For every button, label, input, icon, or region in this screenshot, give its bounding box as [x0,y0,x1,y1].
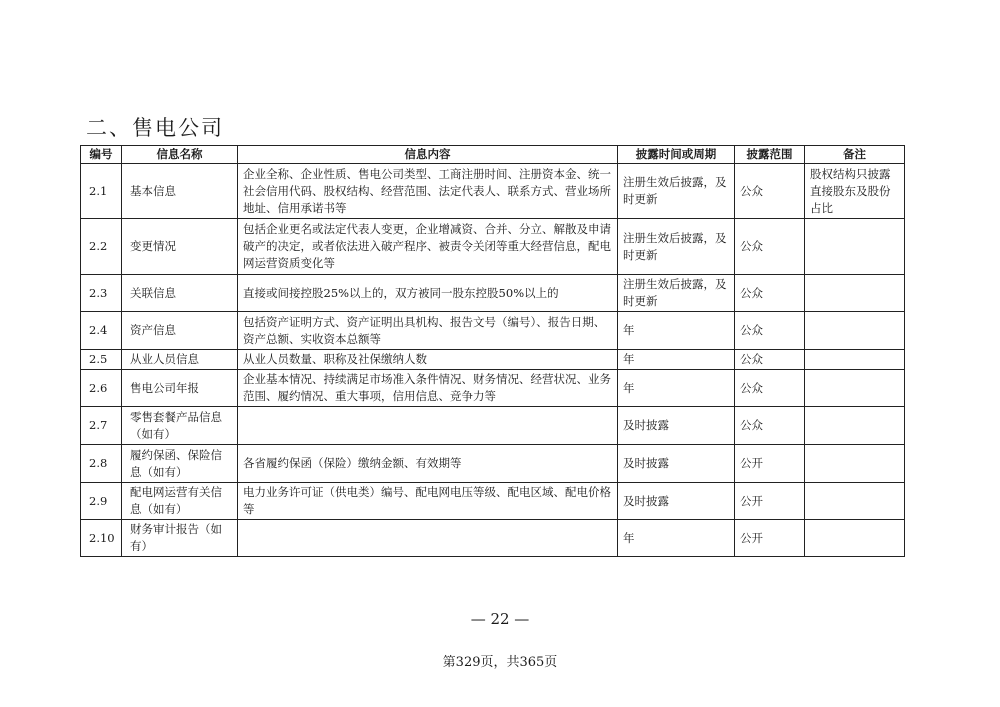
cell-info-name: 基本信息 [122,164,238,219]
cell-info-content [238,520,618,557]
cell-remarks [805,219,905,275]
cell-info-name: 履约保函、保险信息（如有） [122,445,238,483]
cell-disclosure-time: 注册生效后披露，及时更新 [618,275,735,312]
cell-info-name: 资产信息 [122,312,238,350]
cell-number: 2.4 [81,312,122,350]
cell-disclosure-scope: 公开 [735,445,805,483]
table-row [81,520,905,557]
table-row [81,275,905,312]
cell-remarks: 股权结构只披露直接股东及股份占比 [805,164,905,219]
cell-number: 2.9 [81,483,122,520]
page-footer: 第329页，共365页 [442,655,558,670]
table-header-row [81,146,905,164]
cell-number: 2.1 [81,164,122,219]
table-row [81,312,905,350]
cell-info-content: 直接或间接控股25%以上的，双方被同一股东控股50%以上的 [238,275,618,312]
cell-info-content: 包括资产证明方式、资产证明出具机构、报告文号（编号）、报告日期、资产总额、实收资本总额等 [238,312,618,350]
cell-disclosure-time: 注册生效后披露，及时更新 [618,219,735,275]
cell-number: 2.6 [81,370,122,407]
cell-disclosure-time: 年 [618,520,735,557]
header-disclosure-scope: 披露范围 [735,146,805,164]
cell-remarks [805,370,905,407]
table-row [81,164,905,219]
cell-disclosure-time: 注册生效后披露，及时更新 [618,164,735,219]
header-number: 编号 [81,146,122,164]
cell-info-name: 财务审计报告（如有） [122,520,238,557]
cell-disclosure-scope: 公众 [735,219,805,275]
cell-info-content: 企业全称、企业性质、售电公司类型、工商注册时间、注册资本金、统一社会信用代码、股权结构、经营范围、法定代表人、联系方式、营业场所地址、信用承诺书等 [238,164,618,219]
cell-disclosure-time: 及时披露 [618,483,735,520]
cell-disclosure-time: 及时披露 [618,445,735,483]
table-row [81,350,905,370]
cell-info-name: 关联信息 [122,275,238,312]
cell-disclosure-scope: 公开 [735,483,805,520]
cell-number: 2.2 [81,219,122,275]
cell-remarks [805,520,905,557]
cell-disclosure-scope: 公众 [735,407,805,445]
section-heading: 二、售电公司 [86,116,224,140]
cell-number: 2.8 [81,445,122,483]
header-remarks: 备注 [805,146,905,164]
cell-number: 2.5 [81,350,122,370]
header-info-content: 信息内容 [238,146,618,164]
table-row [81,219,905,275]
cell-number: 2.3 [81,275,122,312]
cell-disclosure-scope: 公众 [735,370,805,407]
table-row [81,483,905,520]
header-disclosure-time: 披露时间或周期 [618,146,735,164]
cell-info-content: 企业基本情况、持续满足市场准入条件情况、财务情况、经营状况、业务范围、履约情况、重大事项，信用信息、竞争力等 [238,370,618,407]
cell-info-content: 包括企业更名或法定代表人变更，企业增减资、合并、分立、解散及申请破产的决定，或者依法进入破产程序、被责令关闭等重大经营信息，配电网运营资质变化等 [238,219,618,275]
cell-disclosure-time: 年 [618,312,735,350]
table-row [81,370,905,407]
page-number: — 22 — [470,610,530,628]
cell-remarks [805,275,905,312]
cell-disclosure-scope: 公众 [735,275,805,312]
cell-disclosure-time: 年 [618,350,735,370]
cell-disclosure-scope: 公众 [735,164,805,219]
header-info-name: 信息名称 [122,146,238,164]
cell-info-name: 零售套餐产品信息（如有） [122,407,238,445]
cell-disclosure-time: 年 [618,370,735,407]
cell-info-content: 电力业务许可证（供电类）编号、配电网电压等级、配电区域、配电价格等 [238,483,618,520]
cell-disclosure-scope: 公众 [735,350,805,370]
cell-remarks [805,312,905,350]
cell-remarks [805,407,905,445]
cell-info-name: 从业人员信息 [122,350,238,370]
cell-info-name: 变更情况 [122,219,238,275]
cell-info-content: 各省履约保函（保险）缴纳金额、有效期等 [238,445,618,483]
cell-number: 2.10 [81,520,122,557]
disclosure-table [80,145,905,557]
cell-disclosure-time: 及时披露 [618,407,735,445]
cell-info-content [238,407,618,445]
cell-number: 2.7 [81,407,122,445]
cell-disclosure-scope: 公众 [735,312,805,350]
cell-disclosure-scope: 公开 [735,520,805,557]
cell-info-content: 从业人员数量、职称及社保缴纳人数 [238,350,618,370]
cell-remarks [805,483,905,520]
cell-info-name: 售电公司年报 [122,370,238,407]
table-row [81,445,905,483]
cell-remarks [805,350,905,370]
cell-info-name: 配电网运营有关信息（如有） [122,483,238,520]
table-row [81,407,905,445]
cell-remarks [805,445,905,483]
